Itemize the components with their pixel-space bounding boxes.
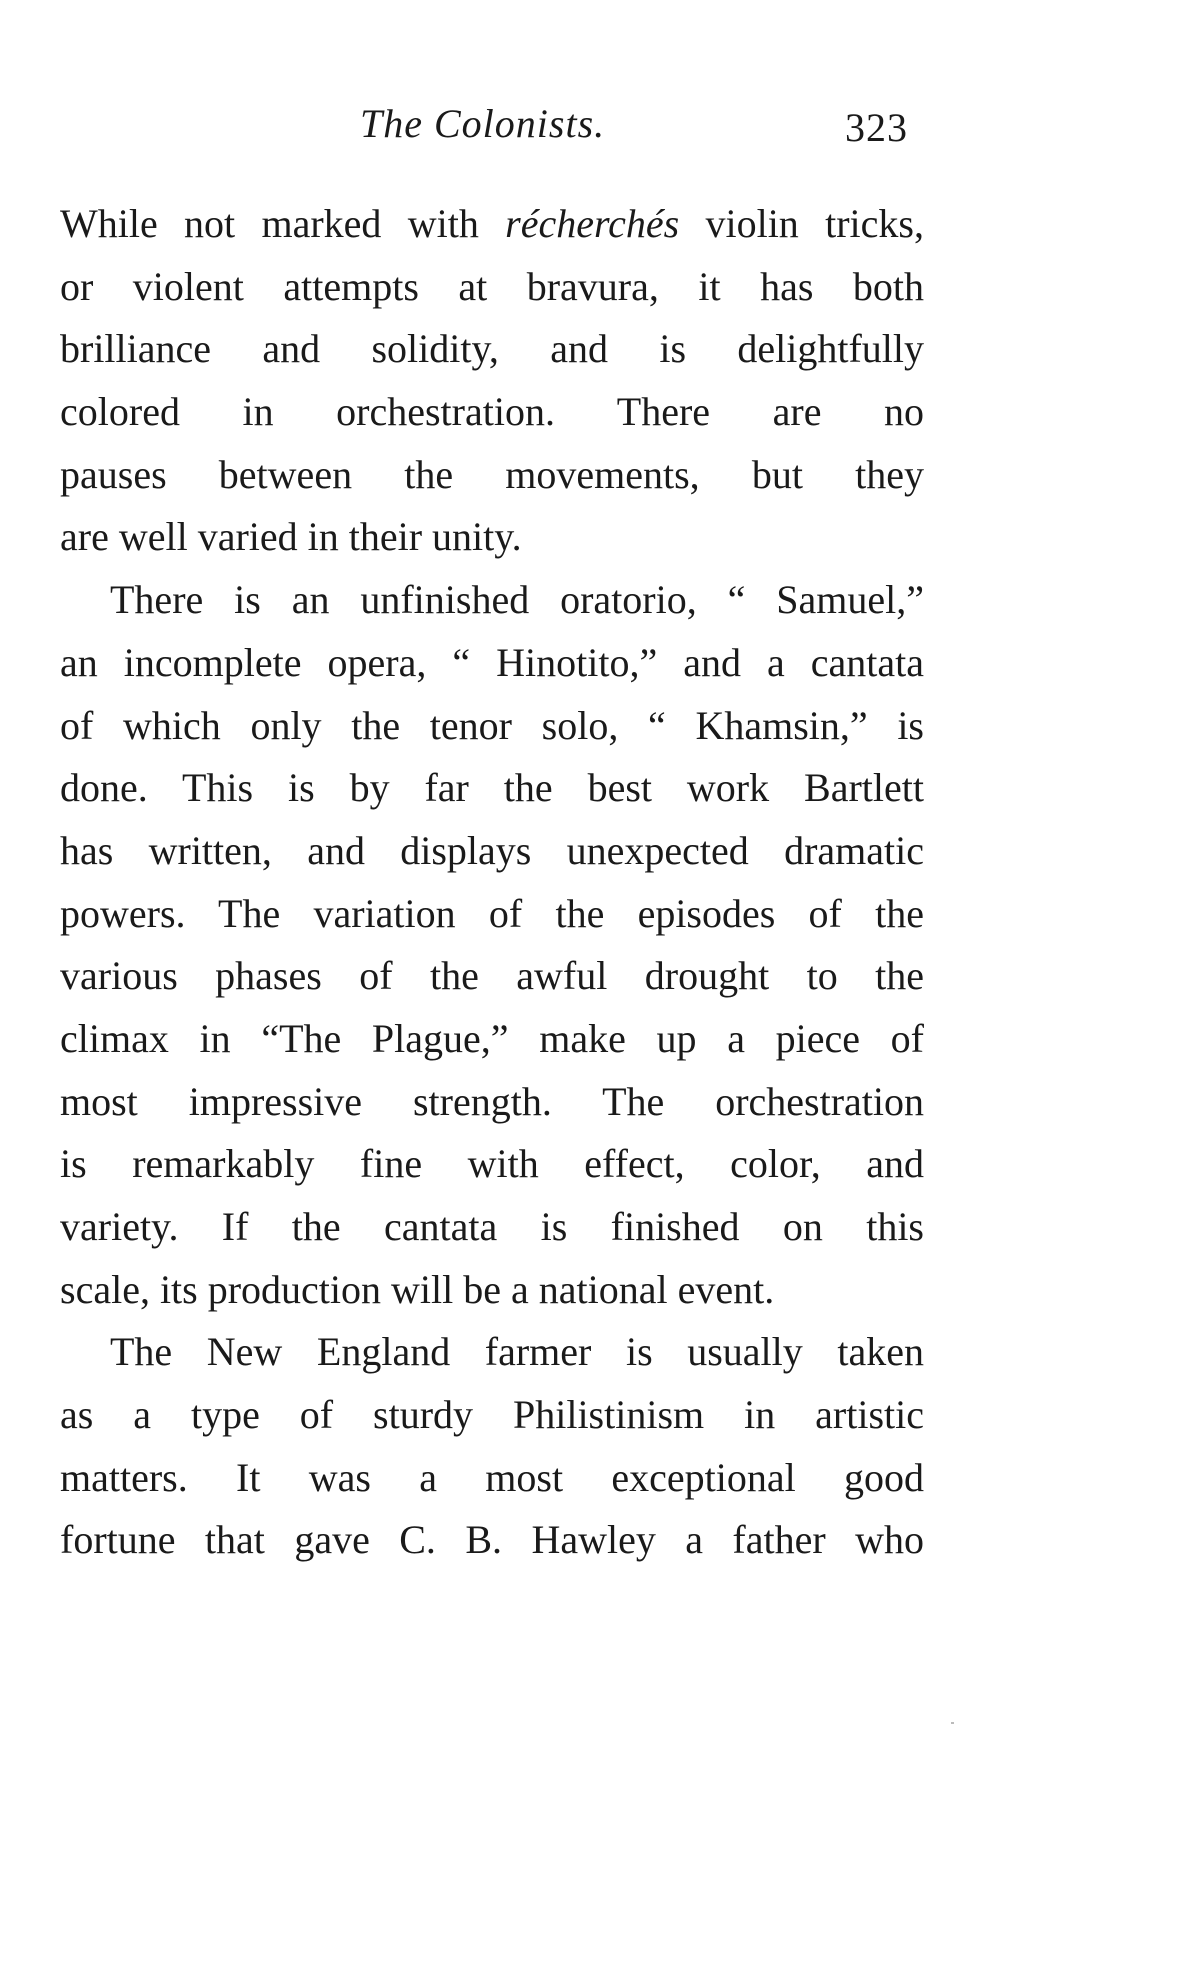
- text-span: While not marked with: [60, 201, 506, 246]
- running-title: The Colonists.: [360, 101, 606, 146]
- page-number: 323: [845, 105, 908, 150]
- text-line: powers. The variation of the episodes of the: [60, 890, 924, 936]
- paper-speck: [951, 1722, 954, 1724]
- body-text: [60, 193, 924, 1572]
- text-line: The New England farmer is usually taken: [110, 1329, 924, 1375]
- text-line: matters. It was a most exceptional good: [60, 1454, 924, 1500]
- text-line: variety. If the cantata is finished on this: [60, 1204, 924, 1249]
- italic-word: récherchés: [505, 201, 680, 246]
- text-line: of which only the tenor solo, “ Khamsin,” is: [60, 702, 924, 748]
- text-line: has written, and displays unexpected dramatic: [60, 827, 924, 873]
- text-span: violin tricks,: [679, 201, 924, 246]
- text-line: various phases of the awful drought to the: [60, 953, 924, 999]
- text-line: brilliance and solidity, and is delightfully: [60, 326, 924, 372]
- text-line: is remarkably fine with effect, color, and: [60, 1141, 924, 1187]
- text-line: climax in “The Plague,” make up a piece of: [60, 1015, 924, 1061]
- text-line: scale, its production will be a national event.: [60, 1266, 775, 1312]
- text-line: pauses between the movements, but they: [60, 451, 924, 497]
- text-line: colored in orchestration. There are no: [60, 389, 924, 435]
- text-line: done. This is by far the best work Bartlett: [60, 765, 924, 811]
- running-head: [60, 100, 920, 160]
- text-line: are well varied in their unity.: [60, 514, 522, 560]
- text-line: as a type of sturdy Philistinism in artistic: [60, 1392, 924, 1438]
- text-line: an incomplete opera, “ Hinotito,” and a cantata: [60, 639, 924, 685]
- text-line: fortune that gave C. B. Hawley a father who: [60, 1517, 924, 1563]
- text-line: [60, 193, 924, 256]
- text-line: There is an unfinished oratorio, “ Samuel,”: [110, 577, 924, 623]
- text-line: most impressive strength. The orchestration: [60, 1078, 924, 1124]
- text-line: or violent attempts at bravura, it has both: [60, 263, 924, 309]
